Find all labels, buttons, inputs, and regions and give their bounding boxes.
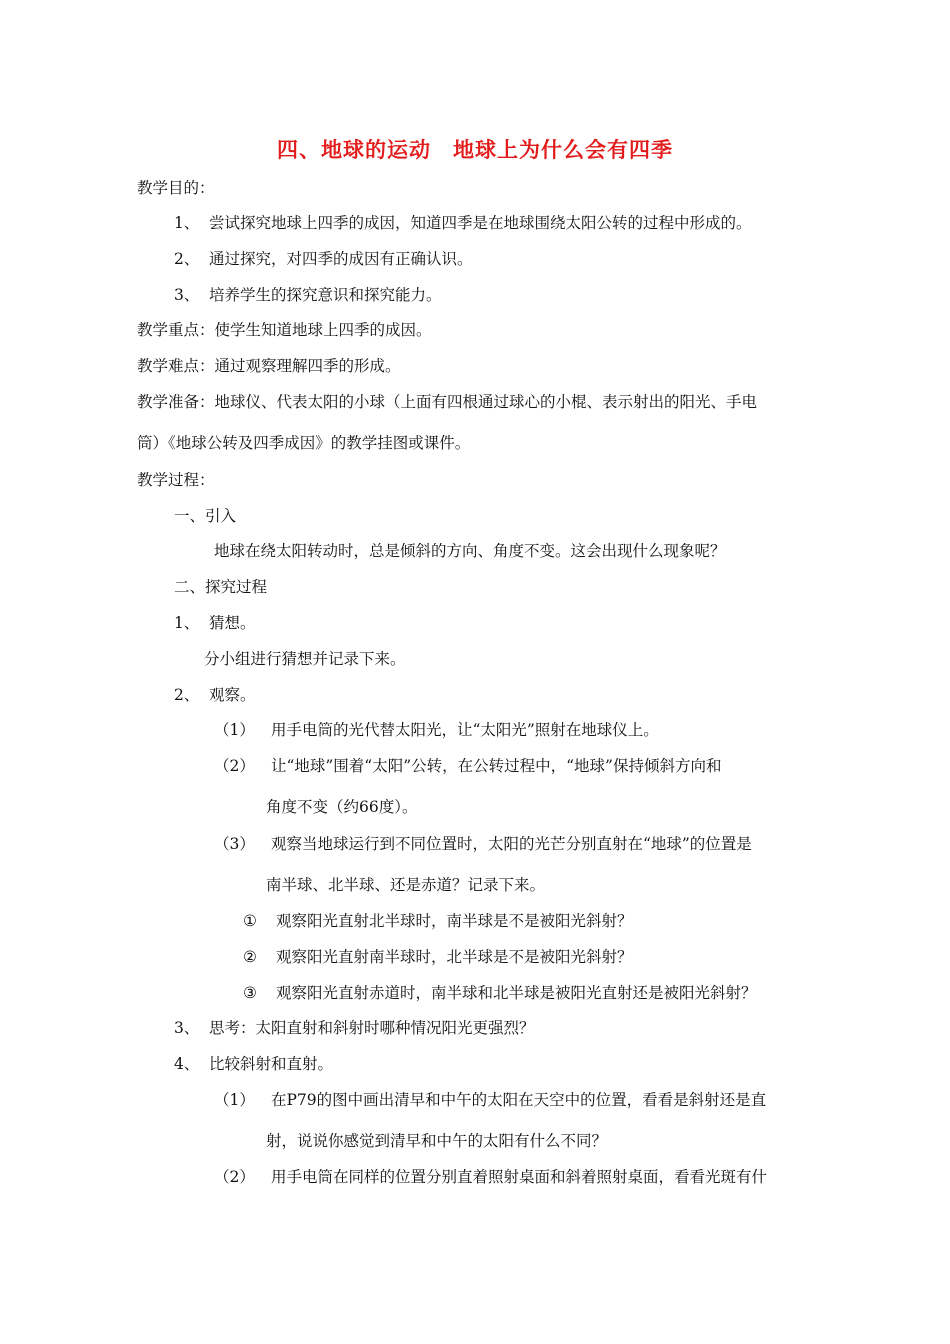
section2-heading: 二、探究过程 bbox=[174, 578, 268, 596]
observation-continuation: 南半球、北半球、还是赤道？记录下来。 bbox=[266, 876, 546, 894]
comparison-item bbox=[214, 1090, 766, 1110]
observation-item bbox=[214, 720, 659, 740]
circled-number: ② bbox=[243, 948, 257, 966]
step-number: 1、 bbox=[174, 614, 200, 632]
step-number: 2、 bbox=[174, 686, 200, 704]
process-heading: 教学过程： bbox=[137, 471, 215, 489]
goal-number: 3、 bbox=[174, 286, 200, 304]
section1-heading: 一、引入 bbox=[174, 507, 237, 525]
goal-number: 2、 bbox=[174, 250, 200, 268]
goal-item bbox=[174, 249, 472, 269]
step-text: 比较斜射和直射。 bbox=[208, 1055, 333, 1073]
observation-text: 用手电筒的光代替太阳光，让“太阳光”照射在地球仪上。 bbox=[270, 721, 659, 739]
goal-number: 1、 bbox=[174, 214, 200, 232]
observation-number: （1） bbox=[214, 721, 255, 739]
key-point: 教学重点：使学生知道地球上四季的成因。 bbox=[137, 321, 432, 339]
section1-text: 地球在绕太阳转动时，总是倾斜的方向、角度不变。这会出现什么现象呢？ bbox=[214, 542, 726, 560]
step-item bbox=[174, 1054, 333, 1074]
comparison-continuation: 射，说说你感觉到清早和中午的太阳有什么不同？ bbox=[266, 1132, 608, 1150]
comparison-text: 用手电筒在同样的位置分别直着照射桌面和斜着照射桌面，看看光斑有什 bbox=[270, 1168, 767, 1186]
circled-text: 观察阳光直射赤道时，南半球和北半球是被阳光直射还是被阳光斜射？ bbox=[275, 984, 757, 1002]
step-number: 4、 bbox=[174, 1055, 200, 1073]
circled-number: ③ bbox=[243, 984, 257, 1002]
step-item bbox=[174, 613, 255, 633]
comparison-item bbox=[214, 1167, 767, 1187]
circled-item bbox=[243, 947, 632, 967]
observation-text: 观察当地球运行到不同位置时，太阳的光芒分别直射在“地球”的位置是 bbox=[270, 835, 752, 853]
step-number: 3、 bbox=[174, 1019, 200, 1037]
page-title: 四、地球的运动 地球上为什么会有四季 bbox=[277, 137, 673, 162]
goal-text: 通过探究，对四季的成因有正确认识。 bbox=[208, 250, 473, 268]
observation-item bbox=[214, 756, 721, 776]
circled-text: 观察阳光直射南半球时，北半球是不是被阳光斜射？ bbox=[275, 948, 633, 966]
circled-item bbox=[243, 911, 632, 931]
step-text: 猜想。 bbox=[208, 614, 256, 632]
comparison-number: （1） bbox=[214, 1091, 255, 1109]
goals-heading: 教学目的： bbox=[137, 179, 215, 197]
step1-detail: 分小组进行猜想并记录下来。 bbox=[204, 650, 406, 668]
observation-number: （2） bbox=[214, 757, 255, 775]
circled-text: 观察阳光直射北半球时，南半球是不是被阳光斜射？ bbox=[275, 912, 633, 930]
step-item bbox=[174, 1018, 534, 1038]
observation-item bbox=[214, 834, 752, 854]
goal-text: 培养学生的探究意识和探究能力。 bbox=[208, 286, 442, 304]
step-text: 思考：太阳直射和斜射时哪种情况阳光更强烈？ bbox=[208, 1019, 535, 1037]
goal-text: 尝试探究地球上四季的成因，知道四季是在地球围绕太阳公转的过程中形成的。 bbox=[208, 214, 752, 232]
goal-item bbox=[174, 285, 441, 305]
step-item bbox=[174, 685, 255, 705]
circled-item bbox=[243, 983, 756, 1003]
comparison-number: （2） bbox=[214, 1168, 255, 1186]
goal-item bbox=[174, 213, 751, 233]
preparation-line-2: 筒）《地球公转及四季成因》的教学挂图或课件。 bbox=[137, 434, 471, 452]
observation-number: （3） bbox=[214, 835, 255, 853]
circled-number: ① bbox=[243, 912, 257, 930]
step-text: 观察。 bbox=[208, 686, 256, 704]
difficulty: 教学难点：通过观察理解四季的形成。 bbox=[137, 357, 401, 375]
comparison-text: 在P79的图中画出清早和中午的太阳在天空中的位置，看看是斜射还是直 bbox=[270, 1091, 767, 1109]
observation-text: 让“地球”围着“太阳”公转，在公转过程中，“地球”保持倾斜方向和 bbox=[270, 757, 722, 775]
preparation-line-1: 教学准备：地球仪、代表太阳的小球（上面有四根通过球心的小棍、表示射出的阳光、手电 bbox=[137, 393, 758, 411]
observation-continuation: 角度不变（约66度）。 bbox=[266, 798, 418, 816]
